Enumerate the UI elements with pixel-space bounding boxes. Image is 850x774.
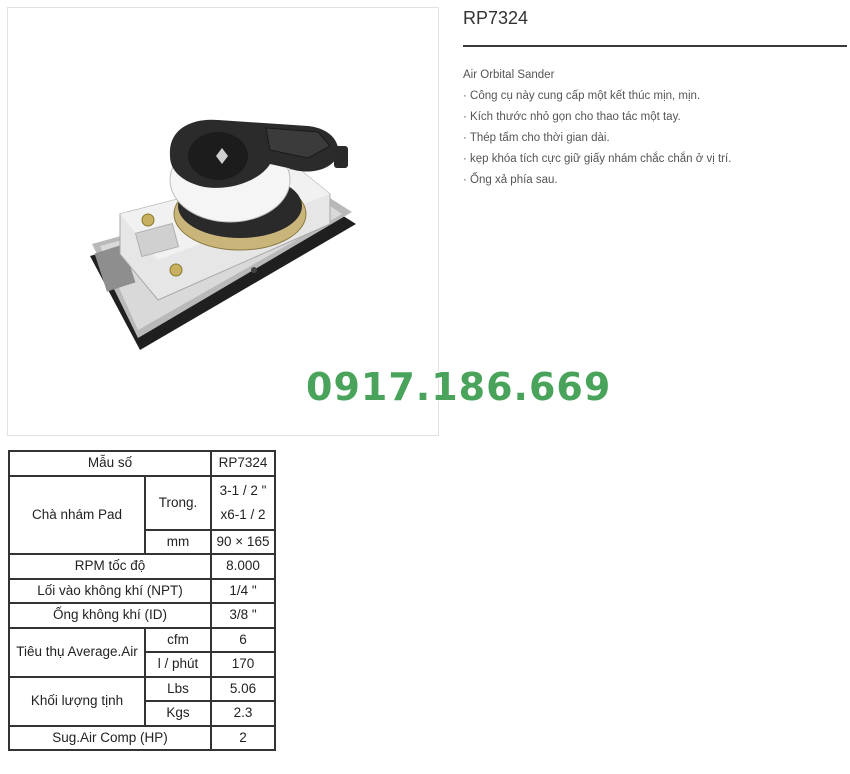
spec-label: Tiêu thụ Average.Air: [9, 628, 145, 677]
spec-label: Ống không khí (ID): [9, 603, 211, 628]
table-row: [9, 476, 275, 530]
spec-value: 3/8 ": [211, 603, 275, 628]
spec-value: [211, 476, 275, 530]
feature-item: · kẹp khóa tích cực giữ giấy nhám chắc chắn ở vị trí.: [463, 153, 732, 165]
table-row: [9, 554, 275, 579]
phone-watermark: 0917.186.669: [306, 365, 612, 409]
table-row: [9, 628, 275, 653]
spec-value: 6: [211, 628, 275, 653]
spec-value: 2: [211, 726, 275, 751]
spec-value: 2.3: [211, 701, 275, 726]
screw: [170, 264, 182, 276]
product-title: RP7324: [463, 8, 529, 28]
specification-table: [8, 450, 276, 751]
spec-unit: Kgs: [145, 701, 211, 726]
spec-label: RPM tốc độ: [9, 554, 211, 579]
spec-value: 170: [211, 652, 275, 677]
table-row: [9, 451, 275, 476]
table-row: [9, 677, 275, 702]
table-row: [9, 579, 275, 604]
feature-item: · Kích thước nhỏ gọn cho thao tác một tay.: [463, 111, 681, 123]
feature-item: · Thép tấm cho thời gian dài.: [463, 132, 610, 144]
spec-label: Sug.Air Comp (HP): [9, 726, 211, 751]
spec-value: RP7324: [211, 451, 275, 476]
air-inlet-fitting: [334, 146, 348, 168]
spec-value: 5.06: [211, 677, 275, 702]
spec-label: Khối lượng tịnh: [9, 677, 145, 726]
spec-unit: Lbs: [145, 677, 211, 702]
table-row: [9, 726, 275, 751]
product-description: [463, 65, 843, 191]
spec-unit: l / phút: [145, 652, 211, 677]
spec-value: 90 × 165: [211, 530, 275, 555]
spec-unit: cfm: [145, 628, 211, 653]
spec-value: 8.000: [211, 554, 275, 579]
description-heading: Air Orbital Sander: [463, 69, 555, 81]
table-row: [9, 603, 275, 628]
spec-unit: mm: [145, 530, 211, 555]
spec-unit: Trong.: [145, 476, 211, 530]
screw: [142, 214, 154, 226]
feature-item: · Ống xả phía sau.: [463, 174, 558, 186]
title-divider: [463, 45, 847, 47]
spec-label: Lối vào không khí (NPT): [9, 579, 211, 604]
spec-value: 1/4 ": [211, 579, 275, 604]
spec-value-line: x6-1 / 2: [220, 506, 266, 522]
spec-value-line: 3-1 / 2 ": [219, 482, 267, 498]
feature-item: · Công cụ này cung cấp một kết thúc mịn, mịn.: [463, 90, 701, 102]
spec-label: Chà nhám Pad: [9, 476, 145, 555]
spec-label: Mẫu số: [9, 451, 211, 476]
